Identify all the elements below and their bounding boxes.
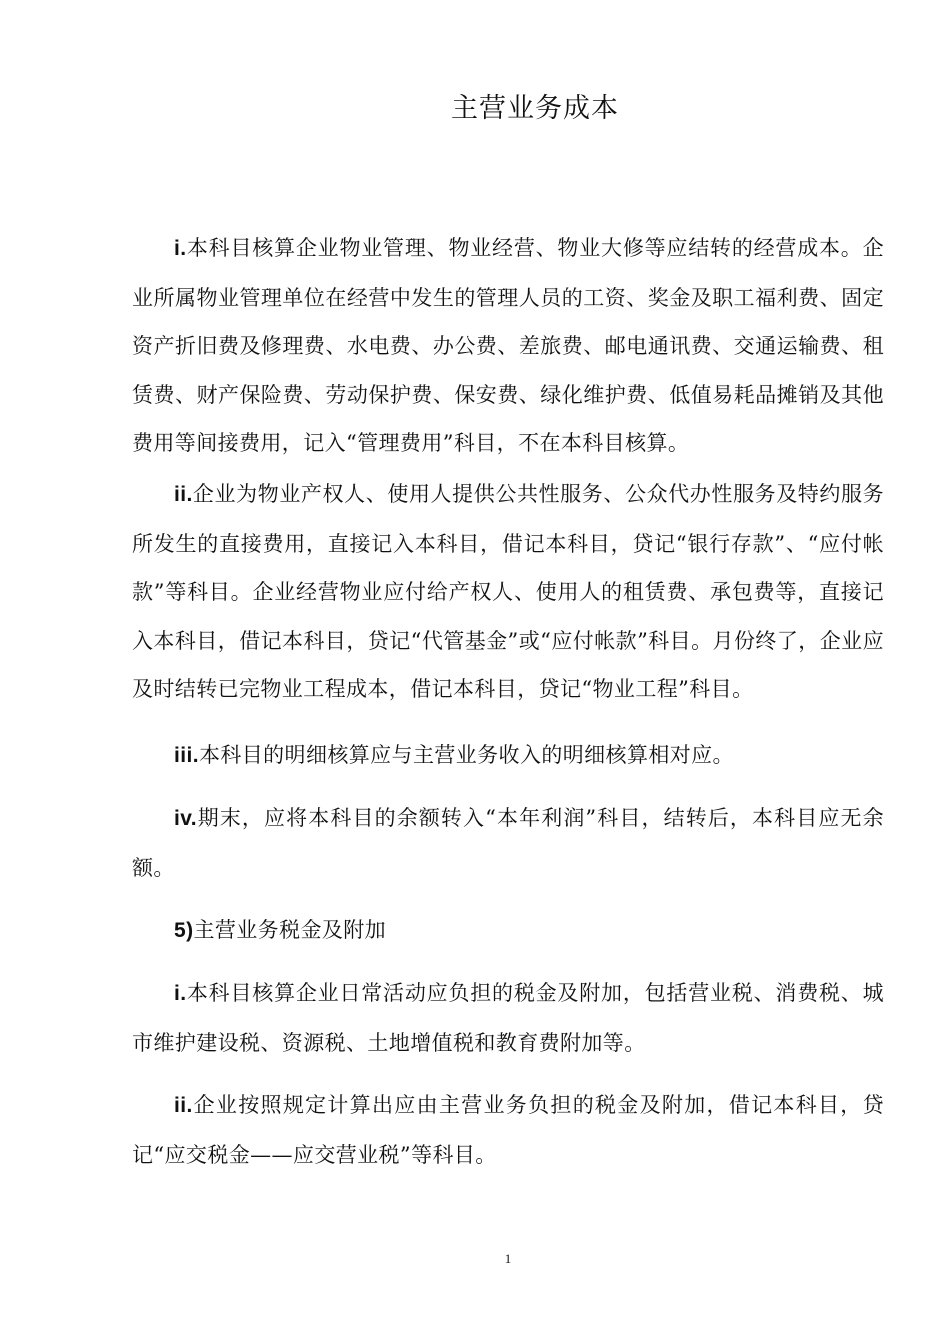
paragraph-detail-accounting [132, 731, 884, 781]
section-heading-taxes [132, 906, 884, 956]
page-title: 主营业务成本 [451, 93, 619, 124]
paragraph-text: 企业为物业产权人、使用人提供公共性服务、公众代办性服务及特约服务所发生的直接费用，直接记入本科目，借记本科目，贷记“银行存款”、“应付帐款”等科目。企业经营物业应付给产权人、使用人的租赁费、承包费等，直接记入本科目，借记本科目，贷记“代管基金”或“应付帐款”科目。月份终了，企业应及时结转已完物业工程成本，借记本科目，贷记“物业工程”科目。 [132, 482, 884, 701]
section-number: 5) [174, 919, 194, 942]
page-number: 1 [504, 1251, 512, 1266]
paragraph-text: 企业按照规定计算出应由主营业务负担的税金及附加，借记本科目，贷记“应交税金——应交营业税”等科目。 [132, 1093, 884, 1167]
paragraph-text: 本科目核算企业物业管理、物业经营、物业大修等应结转的经营成本。企业所属物业管理单位在经营中发生的管理人员的工资、奖金及职工福利费、固定资产折旧费及修理费、水电费、办公费、差旅费、邮电通讯费、交通运输费、租赁费、财产保险费、劳动保护费、保安费、绿化维护费、低值易耗品摊销及其他费用等间接费用，记入“管理费用”科目，不在本科目核算。 [132, 236, 884, 455]
paragraph-direct-costs [132, 470, 884, 714]
item-marker: i. [174, 982, 187, 1005]
paragraph-cost-scope [132, 224, 884, 468]
item-marker: iii. [174, 744, 199, 767]
item-marker: ii. [174, 483, 193, 506]
item-marker: ii. [174, 1094, 193, 1117]
paragraph-tax-entry [132, 1081, 884, 1179]
section-heading-text: 主营业务税金及附加 [193, 918, 387, 942]
paragraph-text: 本科目核算企业日常活动应负担的税金及附加，包括营业税、消费税、城市维护建设税、资源税、土地增值税和教育费附加等。 [132, 981, 884, 1055]
paragraph-text: 本科目的明细核算应与主营业务收入的明细核算相对应。 [198, 743, 734, 767]
item-marker: i. [174, 237, 187, 260]
paragraph-text: 期末，应将本科目的余额转入“本年利润”科目，结转后，本科目应无余额。 [132, 806, 884, 880]
paragraph-period-end [132, 794, 884, 892]
item-marker: iv. [174, 807, 197, 830]
paragraph-tax-scope [132, 969, 884, 1067]
